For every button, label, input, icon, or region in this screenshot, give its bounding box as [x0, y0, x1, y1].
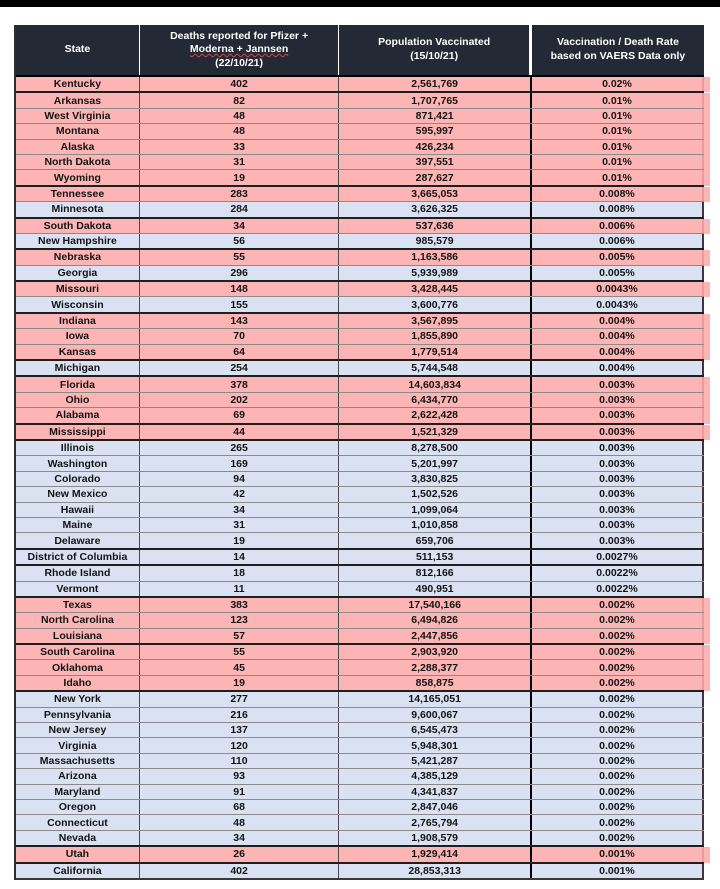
- table-row: [16, 598, 704, 613]
- cell-rate: 0.01%: [532, 170, 704, 184]
- cell-population: 1,099,064: [339, 503, 532, 517]
- cell-deaths: 120: [140, 738, 340, 752]
- cell-population: 6,434,770: [339, 393, 532, 407]
- cell-deaths: 383: [140, 598, 340, 612]
- table-row: [16, 645, 704, 660]
- cell-population: 1,707,765: [339, 93, 532, 107]
- cell-population: 5,744,548: [339, 361, 532, 375]
- cell-deaths: 284: [140, 202, 340, 216]
- cell-deaths: 64: [140, 345, 340, 359]
- cell-deaths: 93: [140, 769, 340, 783]
- cell-rate: 0.002%: [532, 598, 704, 612]
- cell-state: Hawaii: [16, 503, 140, 517]
- table-row: [16, 847, 704, 863]
- cell-state: Michigan: [16, 361, 140, 375]
- cell-population: 490,951: [339, 582, 532, 596]
- cell-population: 511,153: [339, 550, 532, 564]
- cell-state: Ohio: [16, 393, 140, 407]
- table-row: [16, 361, 704, 377]
- table-body: [16, 77, 704, 880]
- cell-state: Nebraska: [16, 250, 140, 264]
- cell-deaths: 254: [140, 361, 340, 375]
- cell-state: Tennessee: [16, 187, 140, 201]
- cell-state: Utah: [16, 847, 140, 861]
- table-row: [16, 140, 704, 155]
- cell-state: Maine: [16, 518, 140, 532]
- cell-deaths: 137: [140, 723, 340, 737]
- cell-state: New Jersey: [16, 723, 140, 737]
- cell-rate: 0.002%: [532, 708, 704, 722]
- cell-state: Nevada: [16, 831, 140, 845]
- cell-population: 2,622,428: [339, 408, 532, 422]
- cell-deaths: 283: [140, 187, 340, 201]
- cell-state: Virginia: [16, 738, 140, 752]
- cell-population: 4,385,129: [339, 769, 532, 783]
- cell-state: Texas: [16, 598, 140, 612]
- table-row: [16, 109, 704, 124]
- cell-rate: 0.0043%: [532, 282, 704, 296]
- cell-state: Washington: [16, 456, 140, 470]
- top-black-bar: [0, 0, 720, 7]
- cell-population: 6,545,473: [339, 723, 532, 737]
- table-row: [16, 297, 704, 313]
- cell-deaths: 34: [140, 219, 340, 233]
- cell-deaths: 48: [140, 815, 340, 829]
- cell-population: 2,561,769: [339, 77, 532, 91]
- column-header-rate: [532, 25, 704, 75]
- cell-deaths: 19: [140, 170, 340, 184]
- cell-deaths: 155: [140, 297, 340, 311]
- cell-deaths: 57: [140, 629, 340, 643]
- cell-population: 426,234: [339, 140, 532, 154]
- cell-state: Alabama: [16, 408, 140, 422]
- header-line: based on VAERS Data only: [550, 50, 686, 62]
- cell-rate: 0.003%: [532, 377, 704, 391]
- cell-population: 2,288,377: [339, 660, 532, 674]
- cell-state: South Carolina: [16, 645, 140, 659]
- cell-deaths: 70: [140, 329, 340, 343]
- cell-population: 5,421,287: [339, 754, 532, 768]
- cell-state: New Hampshire: [16, 234, 140, 248]
- cell-population: 2,903,920: [339, 645, 532, 659]
- cell-population: 6,494,826: [339, 613, 532, 627]
- cell-deaths: 33: [140, 140, 340, 154]
- table-row: [16, 708, 704, 723]
- table-row: [16, 815, 704, 830]
- cell-deaths: 68: [140, 800, 340, 814]
- cell-rate: 0.01%: [532, 140, 704, 154]
- cell-deaths: 82: [140, 93, 340, 107]
- cell-rate: 0.005%: [532, 266, 704, 280]
- table-row: [16, 800, 704, 815]
- cell-state: Georgia: [16, 266, 140, 280]
- table-row: [16, 723, 704, 738]
- cell-population: 2,765,794: [339, 815, 532, 829]
- cell-population: 3,665,053: [339, 187, 532, 201]
- cell-deaths: 216: [140, 708, 340, 722]
- cell-rate: 0.002%: [532, 785, 704, 799]
- cell-state: Rhode Island: [16, 566, 140, 580]
- table-row: [16, 202, 704, 218]
- cell-population: 1,779,514: [339, 345, 532, 359]
- table-row: [16, 613, 704, 628]
- table-row: [16, 408, 704, 424]
- header-line-spellcheck-underline: Moderna + Jannsen: [189, 43, 289, 56]
- cell-rate: 0.003%: [532, 425, 704, 439]
- cell-state: Louisiana: [16, 629, 140, 643]
- cell-rate: 0.01%: [532, 109, 704, 123]
- cell-rate: 0.002%: [532, 738, 704, 752]
- cell-deaths: 34: [140, 503, 340, 517]
- table-row: [16, 676, 704, 692]
- cell-population: 858,875: [339, 676, 532, 690]
- cell-population: 397,551: [339, 155, 532, 169]
- cell-deaths: 69: [140, 408, 340, 422]
- cell-deaths: 14: [140, 550, 340, 564]
- cell-state: California: [16, 864, 140, 878]
- cell-population: 2,447,856: [339, 629, 532, 643]
- cell-state: Kansas: [16, 345, 140, 359]
- cell-deaths: 44: [140, 425, 340, 439]
- cell-state: Illinois: [16, 441, 140, 455]
- table-row: [16, 864, 704, 880]
- cell-state: Delaware: [16, 533, 140, 547]
- cell-rate: 0.01%: [532, 124, 704, 138]
- cell-rate: 0.0022%: [532, 566, 704, 580]
- cell-rate: 0.004%: [532, 329, 704, 343]
- cell-deaths: 18: [140, 566, 340, 580]
- cell-state: Idaho: [16, 676, 140, 690]
- table-row: [16, 831, 704, 847]
- cell-population: 1,929,414: [339, 847, 532, 861]
- cell-state: Vermont: [16, 582, 140, 596]
- cell-population: 3,428,445: [339, 282, 532, 296]
- cell-population: 1,010,858: [339, 518, 532, 532]
- cell-population: 287,627: [339, 170, 532, 184]
- cell-rate: 0.002%: [532, 660, 704, 674]
- cell-rate: 0.002%: [532, 800, 704, 814]
- table-row: [16, 77, 704, 93]
- cell-deaths: 19: [140, 676, 340, 690]
- cell-deaths: 169: [140, 456, 340, 470]
- table-row: [16, 738, 704, 753]
- cell-deaths: 143: [140, 314, 340, 328]
- cell-deaths: 31: [140, 518, 340, 532]
- table-row: [16, 566, 704, 581]
- table-row: [16, 692, 704, 707]
- cell-deaths: 45: [140, 660, 340, 674]
- cell-rate: 0.002%: [532, 629, 704, 643]
- cell-rate: 0.0043%: [532, 297, 704, 311]
- cell-rate: 0.0027%: [532, 550, 704, 564]
- cell-deaths: 48: [140, 124, 340, 138]
- cell-state: District of Columbia: [16, 550, 140, 564]
- table-row: [16, 250, 704, 265]
- cell-population: 5,201,997: [339, 456, 532, 470]
- cell-population: 3,626,325: [339, 202, 532, 216]
- table-row: [16, 234, 704, 250]
- cell-deaths: 48: [140, 109, 340, 123]
- cell-rate: 0.003%: [532, 441, 704, 455]
- header-line: State: [64, 43, 91, 56]
- cell-deaths: 56: [140, 234, 340, 248]
- cell-rate: 0.006%: [532, 234, 704, 248]
- cell-deaths: 277: [140, 692, 340, 706]
- table-row: [16, 155, 704, 170]
- header-line: Vaccination / Death Rate: [556, 36, 679, 49]
- cell-rate: 0.002%: [532, 754, 704, 768]
- cell-deaths: 402: [140, 864, 340, 878]
- cell-rate: 0.003%: [532, 518, 704, 532]
- cell-population: 812,166: [339, 566, 532, 580]
- cell-population: 8,278,500: [339, 441, 532, 455]
- cell-rate: 0.002%: [532, 613, 704, 627]
- table-row: [16, 503, 704, 518]
- cell-deaths: 402: [140, 77, 340, 91]
- cell-state: Minnesota: [16, 202, 140, 216]
- table-row: [16, 629, 704, 645]
- cell-state: Oklahoma: [16, 660, 140, 674]
- cell-state: Missouri: [16, 282, 140, 296]
- cell-deaths: 26: [140, 847, 340, 861]
- cell-rate: 0.002%: [532, 831, 704, 845]
- vaers-state-table: [14, 25, 704, 880]
- cell-deaths: 91: [140, 785, 340, 799]
- cell-population: 17,540,166: [339, 598, 532, 612]
- cell-state: Maryland: [16, 785, 140, 799]
- cell-state: Colorado: [16, 472, 140, 486]
- cell-deaths: 19: [140, 533, 340, 547]
- cell-state: Mississippi: [16, 425, 140, 439]
- table-row: [16, 754, 704, 769]
- cell-population: 5,939,989: [339, 266, 532, 280]
- cell-population: 3,567,895: [339, 314, 532, 328]
- cell-rate: 0.02%: [532, 77, 704, 91]
- table-row: [16, 314, 704, 329]
- cell-rate: 0.004%: [532, 314, 704, 328]
- table-row: [16, 377, 704, 392]
- header-line: (22/10/21): [215, 56, 264, 69]
- cell-rate: 0.006%: [532, 219, 704, 233]
- cell-population: 659,706: [339, 533, 532, 547]
- column-header-state: [16, 25, 140, 75]
- cell-state: Indiana: [16, 314, 140, 328]
- cell-rate: 0.001%: [532, 864, 704, 878]
- cell-population: 9,600,067: [339, 708, 532, 722]
- table-row: [16, 441, 704, 456]
- table-row: [16, 329, 704, 344]
- table-row: [16, 518, 704, 533]
- cell-population: 871,421: [339, 109, 532, 123]
- table-row: [16, 170, 704, 186]
- cell-population: 595,997: [339, 124, 532, 138]
- table-row: [16, 472, 704, 487]
- table-row: [16, 124, 704, 139]
- cell-state: Iowa: [16, 329, 140, 343]
- table-row: [16, 785, 704, 800]
- table-row: [16, 93, 704, 108]
- cell-state: New Mexico: [16, 487, 140, 501]
- cell-rate: 0.001%: [532, 847, 704, 861]
- cell-population: 1,163,586: [339, 250, 532, 264]
- cell-state: North Carolina: [16, 613, 140, 627]
- cell-population: 3,600,776: [339, 297, 532, 311]
- cell-deaths: 31: [140, 155, 340, 169]
- cell-rate: 0.003%: [532, 503, 704, 517]
- cell-state: Kentucky: [16, 77, 140, 91]
- cell-deaths: 55: [140, 645, 340, 659]
- cell-state: Oregon: [16, 800, 140, 814]
- table-row: [16, 533, 704, 549]
- cell-population: 985,579: [339, 234, 532, 248]
- cell-population: 28,853,313: [339, 864, 532, 878]
- cell-state: Montana: [16, 124, 140, 138]
- table-row: [16, 487, 704, 502]
- cell-rate: 0.008%: [532, 187, 704, 201]
- cell-population: 5,948,301: [339, 738, 532, 752]
- table-row: [16, 425, 704, 441]
- cell-rate: 0.003%: [532, 408, 704, 422]
- cell-rate: 0.002%: [532, 815, 704, 829]
- cell-deaths: 378: [140, 377, 340, 391]
- cell-rate: 0.003%: [532, 393, 704, 407]
- cell-rate: 0.003%: [532, 533, 704, 547]
- cell-population: 1,855,890: [339, 329, 532, 343]
- table-row: [16, 769, 704, 784]
- cell-deaths: 94: [140, 472, 340, 486]
- table-row: [16, 582, 704, 598]
- cell-population: 1,521,329: [339, 425, 532, 439]
- cell-state: West Virginia: [16, 109, 140, 123]
- cell-population: 3,830,825: [339, 472, 532, 486]
- cell-population: 4,341,837: [339, 785, 532, 799]
- cell-population: 1,502,526: [339, 487, 532, 501]
- cell-rate: 0.002%: [532, 692, 704, 706]
- cell-state: Connecticut: [16, 815, 140, 829]
- cell-deaths: 123: [140, 613, 340, 627]
- table-row: [16, 187, 704, 202]
- table-header-row: [16, 25, 704, 77]
- cell-rate: 0.002%: [532, 769, 704, 783]
- table-row: [16, 660, 704, 675]
- cell-rate: 0.002%: [532, 723, 704, 737]
- cell-rate: 0.008%: [532, 202, 704, 216]
- cell-deaths: 148: [140, 282, 340, 296]
- cell-rate: 0.002%: [532, 645, 704, 659]
- cell-rate: 0.005%: [532, 250, 704, 264]
- cell-rate: 0.01%: [532, 155, 704, 169]
- cell-state: Arkansas: [16, 93, 140, 107]
- cell-population: 1,908,579: [339, 831, 532, 845]
- table-row: [16, 393, 704, 408]
- cell-state: Arizona: [16, 769, 140, 783]
- table-row: [16, 219, 704, 234]
- header-line: (15/10/21): [410, 50, 459, 62]
- cell-deaths: 34: [140, 831, 340, 845]
- header-line: Population Vaccinated: [378, 36, 491, 49]
- cell-rate: 0.004%: [532, 361, 704, 375]
- table-row: [16, 282, 704, 297]
- cell-state: Wisconsin: [16, 297, 140, 311]
- cell-population: 14,165,051: [339, 692, 532, 706]
- cell-rate: 0.01%: [532, 93, 704, 107]
- table-row: [16, 456, 704, 471]
- table-row: [16, 345, 704, 361]
- cell-rate: 0.0022%: [532, 582, 704, 596]
- cell-rate: 0.003%: [532, 456, 704, 470]
- cell-population: 14,603,834: [339, 377, 532, 391]
- cell-deaths: 55: [140, 250, 340, 264]
- cell-state: North Dakota: [16, 155, 140, 169]
- cell-rate: 0.003%: [532, 487, 704, 501]
- cell-state: Alaska: [16, 140, 140, 154]
- cell-rate: 0.002%: [532, 676, 704, 690]
- cell-state: Massachusetts: [16, 754, 140, 768]
- cell-deaths: 42: [140, 487, 340, 501]
- cell-deaths: 296: [140, 266, 340, 280]
- cell-deaths: 202: [140, 393, 340, 407]
- cell-state: Pennsylvania: [16, 708, 140, 722]
- cell-rate: 0.003%: [532, 472, 704, 486]
- cell-rate: 0.004%: [532, 345, 704, 359]
- cell-state: Florida: [16, 377, 140, 391]
- cell-deaths: 265: [140, 441, 340, 455]
- table-row: [16, 266, 704, 282]
- cell-state: Wyoming: [16, 170, 140, 184]
- cell-deaths: 110: [140, 754, 340, 768]
- cell-deaths: 11: [140, 582, 340, 596]
- cell-state: New York: [16, 692, 140, 706]
- cell-population: 2,847,046: [339, 800, 532, 814]
- header-line: Deaths reported for Pfizer +: [170, 29, 309, 42]
- column-header-deaths: [140, 25, 340, 75]
- cell-population: 537,636: [339, 219, 532, 233]
- column-header-population: [339, 25, 532, 75]
- cell-state: South Dakota: [16, 219, 140, 233]
- table-row: [16, 550, 704, 566]
